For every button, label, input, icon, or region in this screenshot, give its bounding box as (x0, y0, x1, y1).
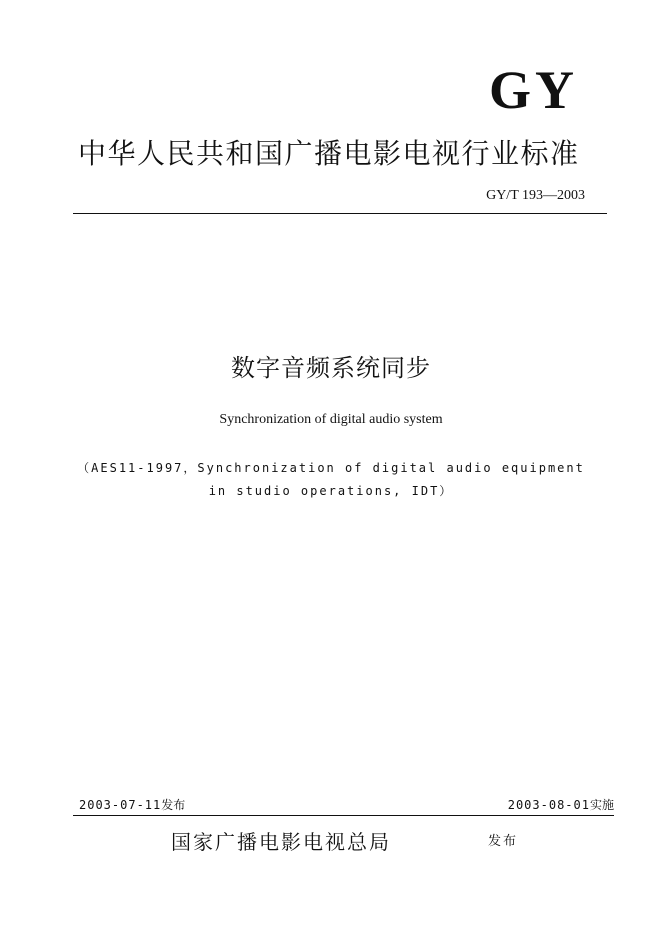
issuing-authority: 国家广播电影电视总局 (171, 830, 391, 854)
reference-standard-line-1: （AES11-1997，Synchronization of digital audio equipment (77, 461, 585, 475)
issuing-action: 发布 (488, 834, 519, 849)
issue-label: 发布 (161, 798, 186, 812)
implementation-label: 实施 (589, 798, 614, 812)
footer-divider (73, 815, 614, 816)
document-title-chinese: 数字音频系统同步 (231, 354, 431, 382)
reference-standard-line-2: in studio operations, IDT） (208, 484, 454, 498)
standard-organization-title: 中华人民共和国广播电影电视行业标准 (78, 137, 580, 170)
header-divider (73, 213, 607, 214)
implementation-date: 2003-08-01 (507, 798, 590, 812)
standard-mark: GY (489, 60, 578, 120)
document-title-english: Synchronization of digital audio system (219, 412, 443, 427)
implementation-date-block (0, 797, 614, 813)
issue-date: 2003-07-11 (79, 798, 162, 812)
standard-code: GY/T 193—2003 (486, 188, 585, 203)
